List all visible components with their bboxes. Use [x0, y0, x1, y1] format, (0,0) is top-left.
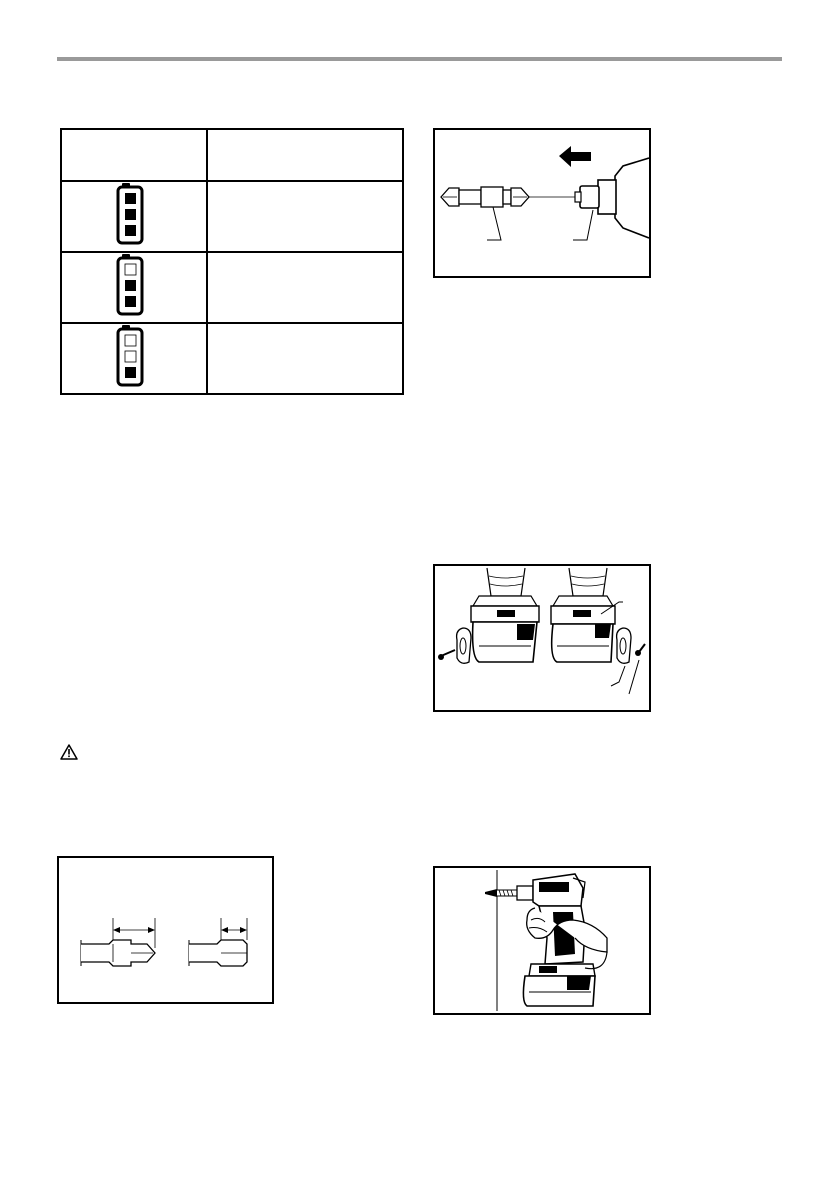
table-row [61, 252, 403, 323]
leader-line [611, 666, 625, 686]
table-row [61, 181, 403, 252]
battery-indicator-cell [61, 181, 207, 252]
battery-indicator-cell [61, 252, 207, 323]
bit-removal-diagram [435, 130, 649, 276]
battery-capacity-table [60, 128, 404, 395]
battery-indicator-icon [62, 182, 208, 246]
indicator-lamp-off [125, 351, 136, 362]
indicator-lamp-on [125, 209, 136, 220]
indicator-lamp-on [125, 280, 136, 291]
battery-level-cell [207, 252, 403, 323]
indicator-lamp-on [125, 225, 136, 236]
hook-installation-diagram [435, 566, 649, 710]
indicator-lamp-off [125, 335, 136, 346]
indicator-lamp-on [125, 296, 136, 307]
warning-triangle-icon [60, 744, 78, 760]
arrow-left-icon [559, 146, 591, 167]
indicator-lamp-off [125, 264, 136, 275]
bit-type-figure [57, 856, 274, 1004]
battery-indicator-icon [62, 253, 208, 317]
battery-indicator-cell [61, 323, 207, 394]
header-rule [57, 57, 782, 61]
driving-screw-figure [433, 866, 651, 1015]
indicator-lamp-on [125, 193, 136, 204]
leader-line [629, 660, 639, 694]
table-header-cell [207, 129, 403, 181]
battery-level-cell [207, 181, 403, 252]
battery-level-cell [207, 323, 403, 394]
indicator-lamp-on [125, 367, 136, 378]
table-header-row [61, 129, 403, 181]
table-header-cell [61, 129, 207, 181]
hook-installation-figure [433, 564, 651, 712]
leader-line [487, 207, 501, 240]
driving-screw-diagram [435, 868, 649, 1013]
leader-line [573, 210, 593, 240]
bit-type-dimension-diagram [59, 858, 272, 1002]
table-row [61, 323, 403, 394]
bit-removal-figure [433, 128, 651, 278]
battery-indicator-icon [62, 324, 208, 388]
